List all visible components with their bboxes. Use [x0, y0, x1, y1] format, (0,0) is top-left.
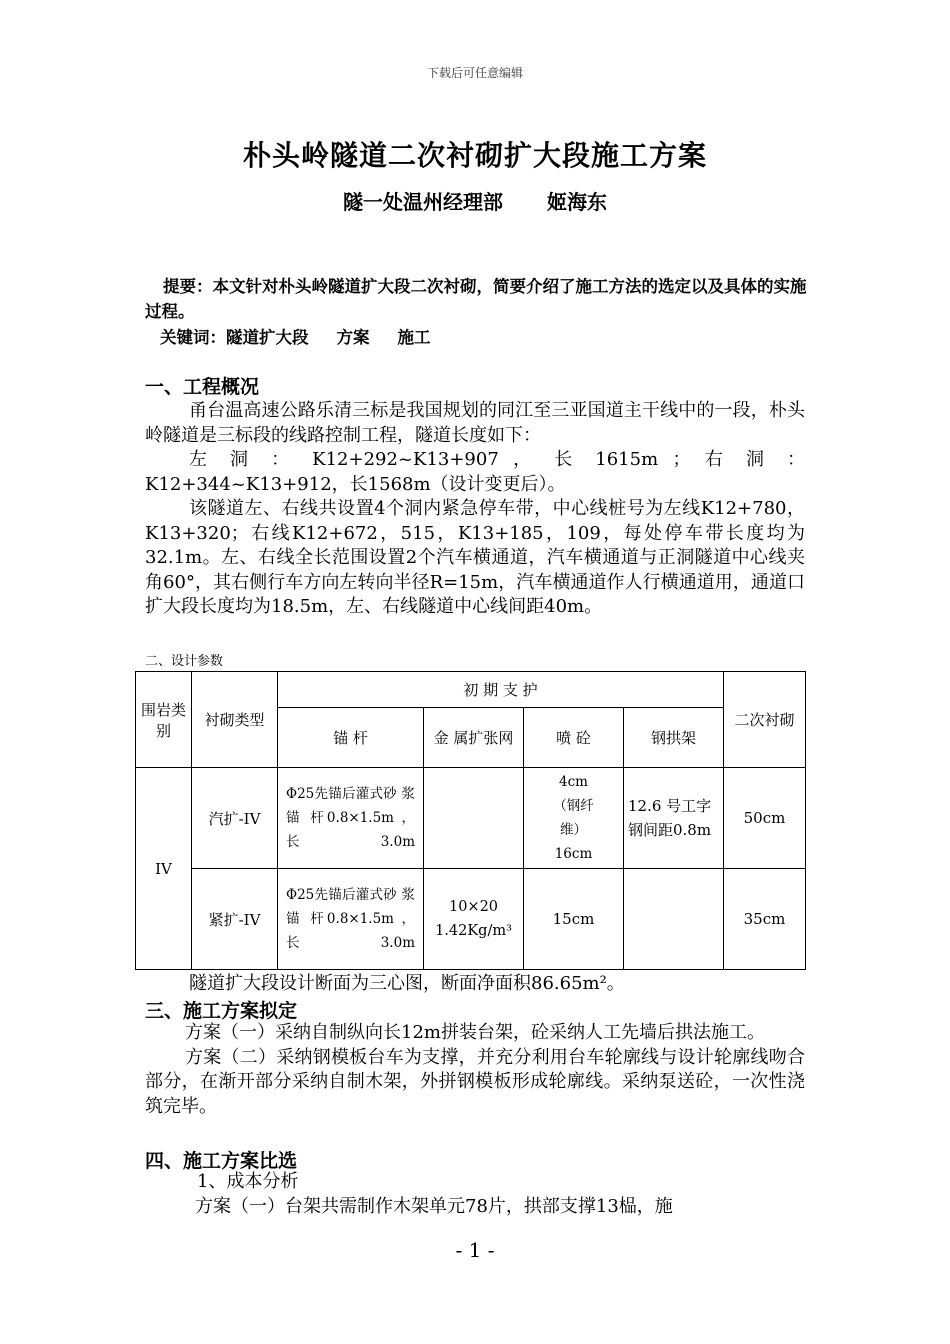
rock-class-cell: IV [136, 768, 192, 970]
section2-note-block [145, 972, 805, 997]
header-secondary-lining: 二次衬砌 [724, 672, 806, 768]
section3-body [145, 1021, 805, 1119]
header-anchor: 锚 杆 [278, 708, 424, 768]
keyword-2: 方案 [336, 328, 370, 347]
page-number: - 1 - [455, 1238, 495, 1262]
table-row-1-secondary: 50cm [724, 768, 806, 869]
keyword-1: 隧道扩大段 [226, 328, 309, 347]
section1-paragraph-1: 甬台温高速公路乐清三标是我国规划的同江至三亚国道主干线中的一段，朴头岭隧道是三标段的线路控制工程，隧道长度如下： [145, 400, 805, 446]
section4-body [145, 1170, 805, 1219]
section1-heading: 一、工程概况 [145, 376, 260, 398]
header-note: 下载后可任意编辑 [426, 66, 523, 80]
table-row-2-type: 紧扩-IV [192, 869, 278, 970]
section1-paragraph-3: 该隧道左、右线共设置4个洞内紧急停车带，中心线桩号为左线K12+780，K13+320；右线K12+672，515，K13+185，109，每处停车带长度均为32.1m。左、右线全长范围设置2个汽车横通道，汽车横通道与正洞隧道中心线夹角60°，其右侧行车方向左转向半径R=15m，汽车横通道作人行横通道用，通道口扩大段长度均为18.5m，左、右线隧道中心线间距40m。 [145, 498, 805, 617]
header-steel-arch: 钢拱架 [624, 708, 724, 768]
table-row-2-secondary: 35cm [724, 869, 806, 970]
document-title: 朴头岭隧道二次衬砌扩大段施工方案 [242, 139, 707, 172]
section2-note: 隧道扩大段设计断面为三心图，断面净面积86.65m²。 [189, 973, 625, 994]
section4-subheading: 1、成本分析 [197, 1171, 299, 1192]
abstract: 提要：本文针对朴头岭隧道扩大段二次衬砌，简要介绍了施工方法的选定以及具体的实施过程。 [145, 277, 807, 321]
table-row-1-spray: 4cm（钢纤维）16cm [524, 768, 624, 869]
section1-paragraph-2: 左 洞 ： K12+292~K13+907 ， 长 1615m ； 右 洞 ： K12+344~K13+912，长1568m（设计变更后）。 [145, 449, 805, 495]
table-row-1-mesh [424, 768, 524, 869]
table-row-1-type: 汽扩-IV [192, 768, 278, 869]
header-lining-type: 衬砌类型 [192, 672, 278, 768]
design-parameters-table [135, 671, 806, 970]
section3-heading: 三、施工方案拟定 [145, 1000, 298, 1022]
table-row-2-mesh: 10×20 1.42Kg/m³ [424, 869, 524, 970]
table-row-2-spray: 15cm [524, 869, 624, 970]
header-initial-support: 初 期 支 护 [278, 672, 724, 708]
table-row-1-anchor: Φ25先锚后灌式砂 浆 锚 杆0.8×1.5m ， 长3.0m [278, 768, 424, 869]
section4-heading: 四、施工方案比选 [145, 1150, 298, 1172]
section2-heading: 二、设计参数 [145, 654, 224, 669]
keywords [160, 324, 431, 348]
section3-paragraph-1: 方案（一）采纳自制纵向长12m拼装台架，砼采纳人工先墙后拱法施工。 [185, 1022, 765, 1043]
keywords-label: 关键词： [160, 328, 226, 347]
table-row-2-anchor: Φ25先锚后灌式砂 浆 锚 杆0.8×1.5m ， 长3.0m [278, 869, 424, 970]
header-spray-concrete: 喷 砼 [524, 708, 624, 768]
header-rock-class: 围岩类别 [136, 672, 192, 768]
header-metal-mesh: 金 属扩张网 [424, 708, 524, 768]
author-org: 隧一处温州经理部 [343, 190, 503, 214]
keyword-3: 施工 [397, 328, 431, 347]
section1-body [145, 399, 805, 620]
author-line [0, 186, 950, 215]
author-name: 姬海东 [547, 190, 607, 214]
table-row-2-arch [624, 869, 724, 970]
section3-paragraph-2: 方案（二）采纳钢模板台车为支撑，并充分利用台车轮廓线与设计轮廓线吻合部分，在渐开部分采纳自制木架，外拼钢模板形成轮廓线。采纳泵送砼，一次性浇筑完毕。 [145, 1046, 805, 1117]
table-row-1-arch: 12.6 号工字钢间距0.8m [624, 768, 724, 869]
section4-paragraph-1: 方案（一）台架共需制作木架单元78片，拱部支撑13榀，施 [195, 1195, 673, 1217]
